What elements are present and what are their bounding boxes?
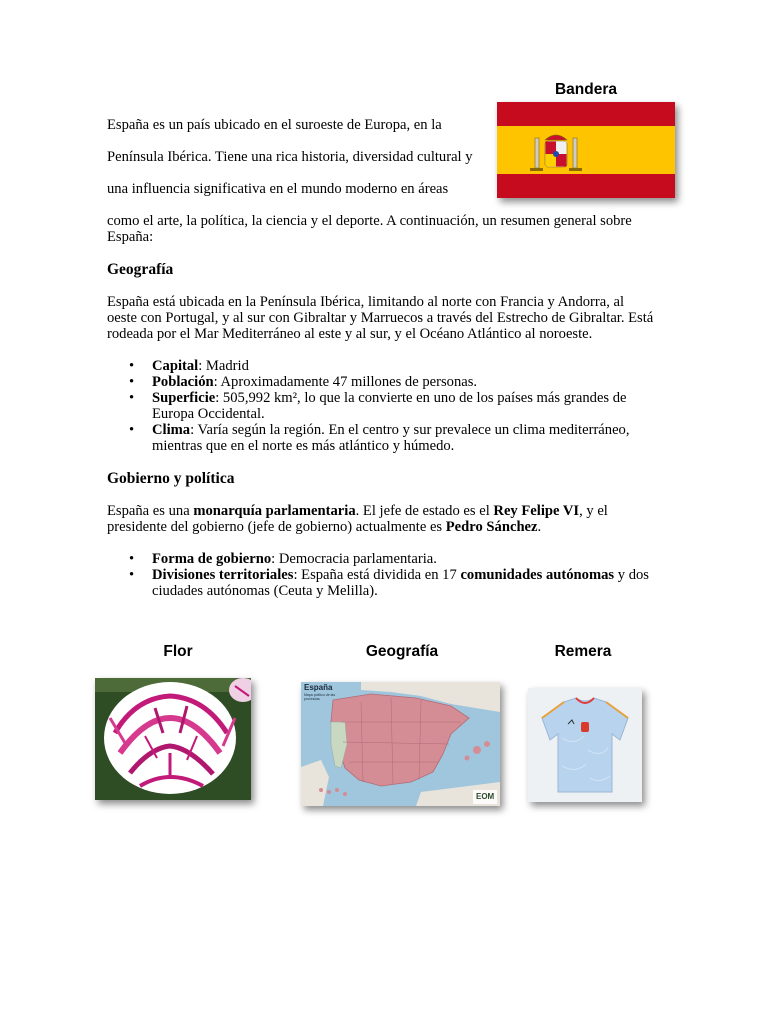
poblacion-value: : Aproximadamente 47 millones de personas. [213, 374, 478, 390]
list-item [107, 390, 667, 422]
map-title: España [304, 683, 333, 692]
gobierno-text-c: . El jefe de estado es el [355, 503, 494, 519]
map-subtitle: Mapa político de las provincias [304, 693, 336, 701]
flag-svg [497, 102, 675, 198]
list-item [107, 422, 667, 454]
list-item [107, 374, 667, 390]
map-logo: EOM [476, 792, 495, 801]
monarquia-term: monarquía parlamentaria [193, 503, 356, 519]
forma-gobierno-value: : Democracia parlamentaria. [271, 551, 437, 567]
intro-line-4: como el arte, la política, la ciencia y el deporte. A continuación, un resumen general sobre España: [107, 213, 632, 245]
shirt-image [528, 688, 642, 802]
clima-label: Clima [152, 422, 191, 438]
rey-name: Rey Felipe VI [493, 503, 580, 519]
forma-gobierno-label: Forma de gobierno [152, 551, 272, 567]
geografia-caption: Geografía [365, 643, 439, 660]
carnation-flower-icon [95, 678, 251, 800]
flor-caption: Flor [163, 643, 193, 660]
spain-flag-image [497, 102, 675, 198]
flower-image [95, 678, 251, 800]
gobierno-list [107, 551, 667, 599]
intro-line-1: España es un país ubicado en el suroeste de Europa, en la [107, 117, 442, 133]
capital-value: : Madrid [198, 358, 249, 374]
spain-map-image [301, 682, 500, 806]
superficie-label: Superficie [152, 390, 216, 406]
divisiones-label: Divisiones territoriales [152, 567, 294, 583]
poblacion-label: Población [152, 374, 214, 390]
jersey-icon [528, 688, 642, 802]
divisiones-text-b: y dos ciudades autónomas (Ceuta y Melilla). [152, 567, 649, 599]
geografia-heading: Geografía [107, 261, 174, 278]
gobierno-heading: Gobierno y política [107, 470, 235, 487]
list-item [107, 358, 667, 374]
intro-line-3: una influencia significativa en el mundo moderno en áreas [107, 181, 449, 197]
comunidades-term: comunidades autónomas [460, 567, 615, 583]
superficie-value: : 505,992 km², lo que la convierte en uno de los países más grandes de Europa Occidental. [152, 390, 627, 422]
gobierno-text-e: , y el presidente del gobierno (jefe de gobierno) actualmente es [107, 503, 608, 535]
flag-caption: Bandera [554, 81, 618, 98]
clima-value: : Varía según la región. En el centro y sur prevalece un clima mediterráneo, mientras que en el norte es más atlántico y húmedo. [152, 422, 630, 454]
divisiones-text-a: : España está dividida en 17 [293, 567, 461, 583]
geografia-list [107, 358, 667, 454]
remera-caption: Remera [554, 643, 612, 660]
gobierno-text-a: España es una [107, 503, 194, 519]
list-item [107, 551, 667, 567]
gobierno-text-g: . [537, 519, 542, 535]
intro-line-2: Península Ibérica. Tiene una rica historia, diversidad cultural y [107, 149, 473, 165]
geografia-paragraph: España está ubicada en la Península Ibérica, limitando al norte con Francia y Andorra, al oeste con Portugal, y al sur con Gibraltar y Marruecos a través del Estrecho de Gibraltar. Está rodeada por el Mar Mediterráneo al este y al sur, y el Océano Atlántico al noroeste. [107, 294, 654, 342]
gobierno-paragraph [107, 503, 657, 535]
capital-label: Capital [152, 358, 199, 374]
list-item [107, 567, 667, 599]
presidente-name: Pedro Sánchez [445, 519, 538, 535]
